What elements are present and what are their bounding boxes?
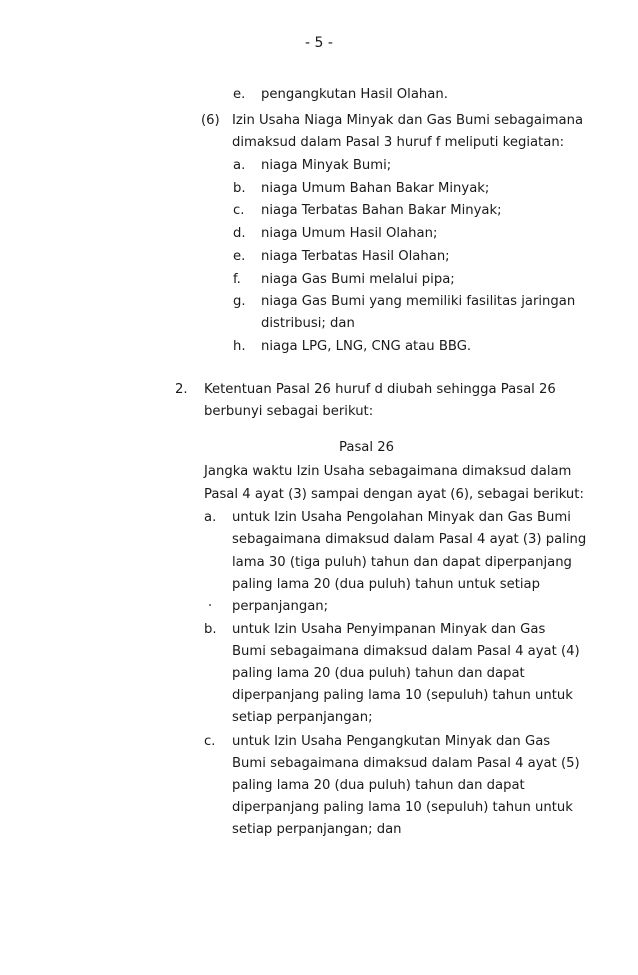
scan-speck [209,604,211,606]
pasal-item-line: setiap perpanjangan; dan [232,822,402,837]
list-item-label: b. [233,181,246,196]
list-item-text: niaga Terbatas Hasil Olahan; [261,249,450,264]
pasal-heading: Pasal 26 [339,440,395,455]
pasal-intro-line: Pasal 4 ayat (3) sampai dengan ayat (6), sebagai berikut: [204,487,584,502]
list-item-text: niaga Minyak Bumi; [261,158,392,173]
list-item-label: f. [233,272,241,287]
item-text: pengangkutan Hasil Olahan. [261,87,448,102]
pasal-item-line: diperpanjang paling lama 10 (sepuluh) tahun untuk [232,800,573,815]
pasal-item-line: Bumi sebagaimana dimaksud dalam Pasal 4 ayat (5) [232,756,580,771]
pasal-item-line: perpanjangan; [232,599,329,614]
list-item-text: niaga Umum Bahan Bakar Minyak; [261,181,490,196]
paragraph-line: Izin Usaha Niaga Minyak dan Gas Bumi sebagaimana [232,113,584,128]
list-item-text: niaga Gas Bumi yang memiliki fasilitas jaringan [261,294,576,309]
pasal-item-line: sebagaimana dimaksud dalam Pasal 4 ayat (3) paling [232,532,587,547]
paragraph-line: dimaksud dalam Pasal 3 huruf f meliputi kegiatan: [232,135,565,150]
pasal-item-line: paling lama 20 (dua puluh) tahun untuk setiap [232,577,540,592]
list-item-label: a. [233,158,246,173]
point-line: berbunyi sebagai berikut: [204,404,374,419]
pasal-item-label: a. [204,510,217,525]
point-label: 2. [175,382,188,397]
point-line: Ketentuan Pasal 26 huruf d diubah sehingga Pasal 26 [204,382,556,397]
pasal-item-label: b. [204,622,217,637]
pasal-item-line: paling lama 20 (dua puluh) tahun dan dapat [232,666,525,681]
pasal-item-line: untuk Izin Usaha Pengolahan Minyak dan Gas Bumi [232,510,571,525]
pasal-item-line: untuk Izin Usaha Penyimpanan Minyak dan Gas [232,622,546,637]
pasal-item-line: untuk Izin Usaha Pengangkutan Minyak dan Gas [232,734,551,749]
paragraph-label: (6) [201,113,220,128]
list-item-text: niaga Terbatas Bahan Bakar Minyak; [261,203,502,218]
page-number: - 5 - [305,35,333,51]
list-item-text: niaga LPG, LNG, CNG atau BBG. [261,339,472,354]
pasal-item-line: paling lama 20 (dua puluh) tahun dan dapat [232,778,525,793]
pasal-item-line: Bumi sebagaimana dimaksud dalam Pasal 4 ayat (4) [232,644,580,659]
pasal-item-line: diperpanjang paling lama 10 (sepuluh) tahun untuk [232,688,573,703]
list-item-label: e. [233,249,246,264]
list-item-text: niaga Umum Hasil Olahan; [261,226,438,241]
list-item-label: g. [233,294,246,309]
item-label: e. [233,87,246,102]
pasal-item-line: lama 30 (tiga puluh) tahun dan dapat diperpanjang [232,555,572,570]
pasal-item-line: setiap perpanjangan; [232,710,373,725]
list-item-label: c. [233,203,245,218]
pasal-intro-line: Jangka waktu Izin Usaha sebagaimana dimaksud dalam [204,464,572,479]
list-item-label: h. [233,339,246,354]
list-item-label: d. [233,226,246,241]
pasal-item-label: c. [204,734,216,749]
list-item-text: niaga Gas Bumi melalui pipa; [261,272,455,287]
list-item-text: distribusi; dan [261,316,355,331]
